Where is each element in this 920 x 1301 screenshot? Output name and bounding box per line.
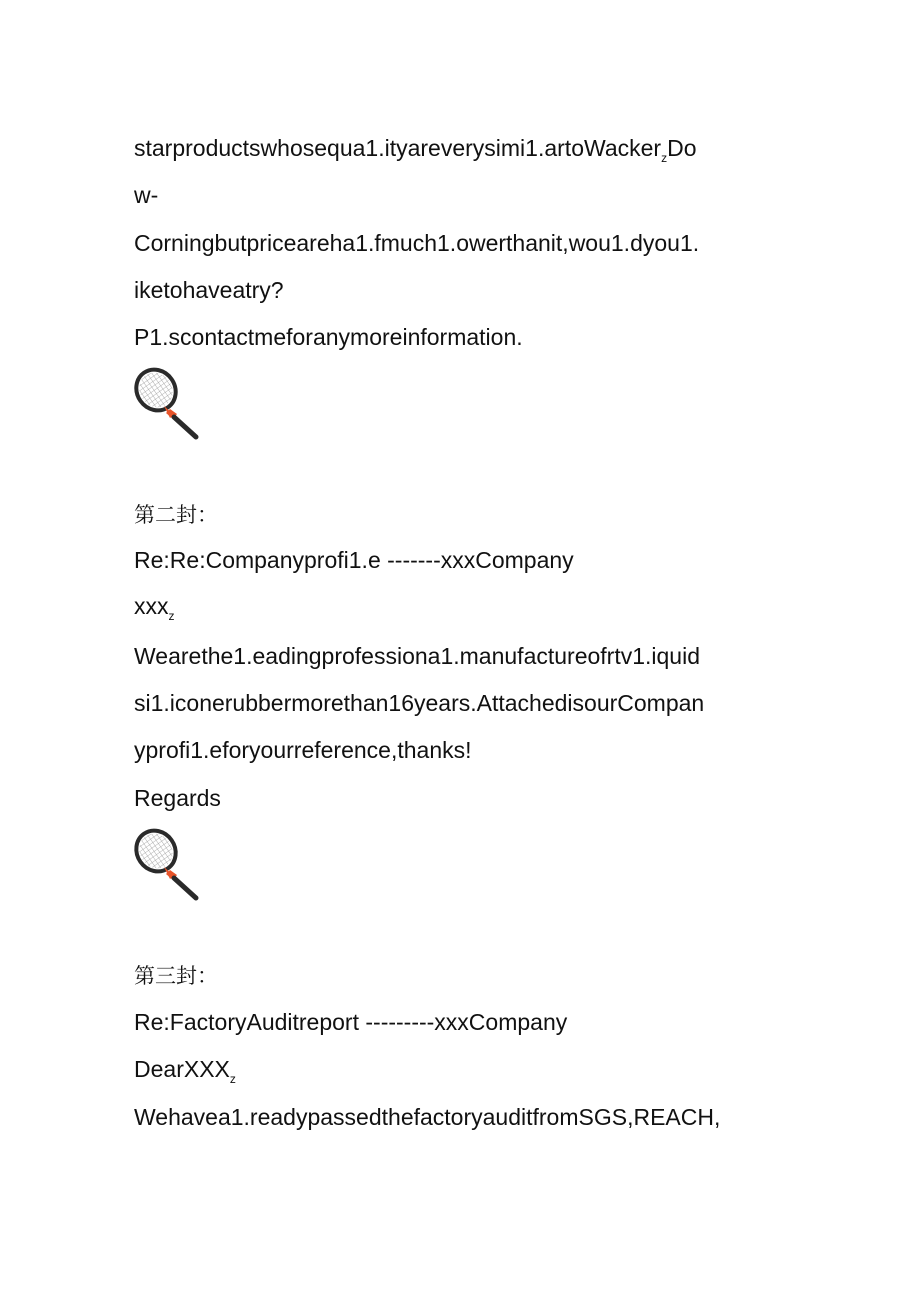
body-line: w-: [134, 182, 159, 208]
body-line: si1.iconerubbermorethan16years.AttachedisourCompan: [134, 690, 705, 716]
closing-line: Regards: [134, 785, 221, 811]
email-subject: Re:Re:Companyprofi1.e -------xxxCompany: [134, 547, 574, 573]
text-run: xxx: [134, 593, 169, 619]
greeting-line: [134, 1054, 236, 1088]
body-line: Wearethe1.eadingprofessiona1.manufactureofrtv1.iquid: [134, 643, 700, 669]
text-run: DearXXX: [134, 1056, 230, 1082]
letter-heading: 第三封：: [134, 964, 218, 988]
text-run: starproductswhosequa1.ityareverysimi1.artoWacker: [134, 135, 662, 161]
greeting-line: [134, 591, 175, 625]
body-line: Wehavea1.readypassedthefactoryauditfromSGS,REACH,: [134, 1104, 721, 1130]
subscript: z: [229, 1072, 236, 1086]
tennis-racket-icon: [130, 826, 204, 902]
body-line: P1.scontactmeforanymoreinformation.: [134, 324, 523, 350]
text-run: Do: [667, 135, 697, 161]
body-line: [134, 133, 697, 167]
letter-heading: 第二封：: [134, 503, 218, 527]
subscript: z: [661, 151, 668, 165]
body-line: yprofi1.eforyourreference,thanks!: [134, 737, 472, 763]
email-subject: Re:FactoryAuditreport ---------xxxCompany: [134, 1009, 568, 1035]
tennis-racket-icon: [130, 365, 204, 441]
body-line: Corningbutpriceareha1.fmuch1.owerthanit,wou1.dyou1.: [134, 230, 700, 256]
subscript: z: [168, 609, 175, 623]
body-line: iketohaveatry?: [134, 277, 284, 303]
